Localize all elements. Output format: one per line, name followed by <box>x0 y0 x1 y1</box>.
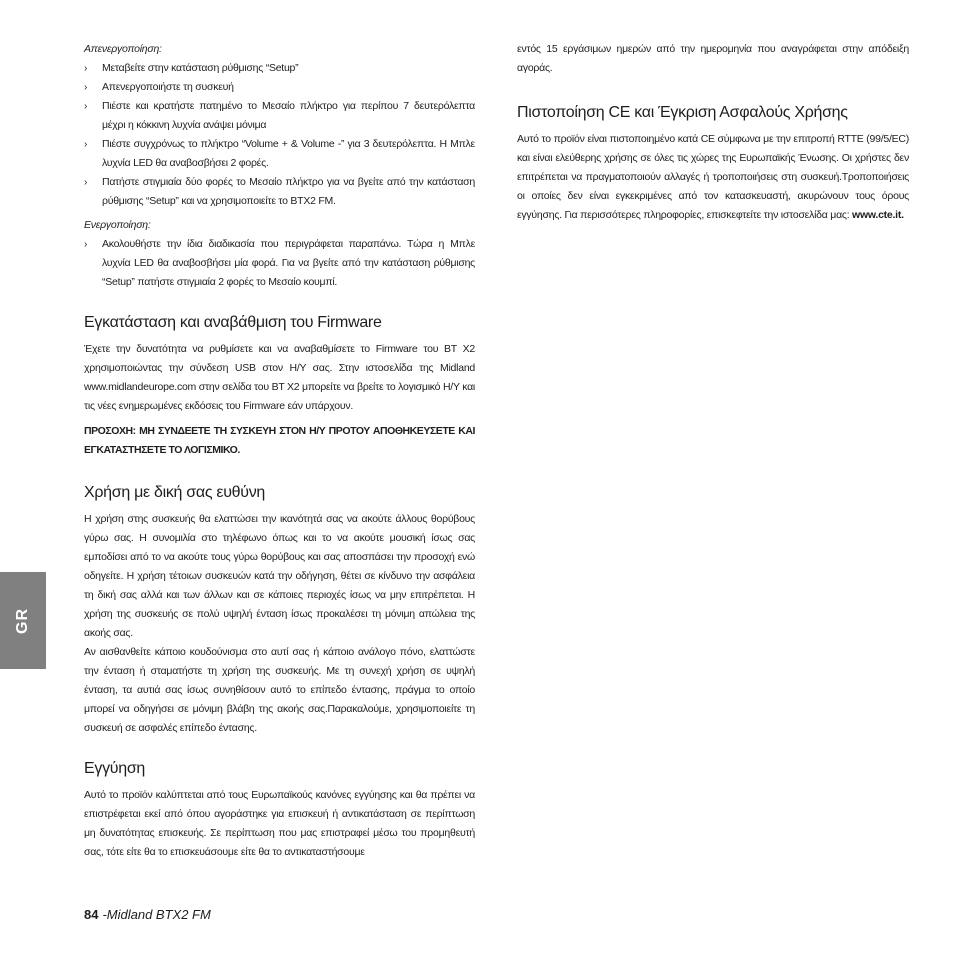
warranty-continuation: εντός 15 εργάσιμων ημερών από την ημερομηνία που αναγράφεται στην απόδειξη αγοράς. <box>517 43 909 74</box>
activate-label: Ενεργοποίηση: <box>84 219 151 231</box>
ce-body: Αυτό το προϊόν είναι πιστοποιημένο κατά CE σύμφωνα με την επιτροπή RTTE (99/5/EC) και είναι ελεύθερης χρήσης σε όλες τις χώρες της Ευρωπαϊκής Ένωσης. Οι χρήστες δεν επιτρέπεται να πραγματοποιούν αλλαγές ή τροποποιήσεις στη συσκευή.Τροποποιήσεις οι οποίες δεν είναι εγκεκριμένες από τον κατασκευαστή, ακυρώνουν τους όρους εγγύησης. Για περισσότερες πληροφορίες, επισκεφτείτε την ιστοσελίδα μας: <box>517 133 909 221</box>
warranty-heading: Εγγύηση <box>84 760 145 777</box>
ce-text <box>517 130 909 225</box>
activate-steps <box>84 235 475 292</box>
warranty-text: Αυτό το προϊόν καλύπτεται από τους Ευρωπαϊκούς κανόνες εγγύησης και θα πρέπει να επιστρέφεται εκεί από όπου αγοράστηκε για επισκευή ή αντικατάσταση σε περίπτωση μη δυνατότητας επισκευής. Σε περίπτωση που μας επιστραφεί μέσω του προμηθευτή σας, τότε είτε θα το επισκευάσουμε είτε θα το αντικαταστήσουμε <box>84 789 475 858</box>
deactivate-label: Απενεργοποίηση: <box>84 43 162 55</box>
page-footer <box>84 905 211 925</box>
firmware-heading: Εγκατάσταση και αναβάθμιση του Firmware <box>84 314 382 331</box>
list-item: › Πιέστε και κρατήστε πατημένο το Μεσαίο πλήκτρο για περίπου 7 δευτερόλεπτα μέχρι η κόκκινη λυχνία ανάψει μόνιμα <box>84 97 475 135</box>
list-item: › Μεταβείτε στην κατάσταση ρύθμισης “Setup” <box>84 59 475 78</box>
language-tab-label: GR <box>14 607 31 634</box>
page-number: 84 <box>84 907 99 922</box>
chevron-right-icon: › <box>84 82 88 93</box>
list-item: › Απενεργοποιήστε τη συσκευή <box>84 78 475 97</box>
deactivate-steps <box>84 59 475 211</box>
list-item: › Ακολουθήστε την ίδια διαδικασία που περιγράφεται παραπάνω. Τώρα η Μπλε λυχνία LED θα αναβοσβήσει μία φορά. Για να βγείτε από την κατάσταση ρύθμισης “Setup” πατήστε στιγμιαία 2 φορές το Μεσαίο κουμπί. <box>84 235 475 292</box>
ce-heading: Πιστοποίηση CE και Έγκριση Ασφαλούς Χρήσης <box>517 104 848 121</box>
right-column <box>517 40 909 225</box>
chevron-right-icon: › <box>84 239 88 250</box>
list-item: › Πατήστε στιγμιαία δύο φορές το Μεσαίο πλήκτρο για να βγείτε από την κατάσταση ρύθμισης “Setup” και να χρησιμοποιείτε το BTX2 FM. <box>84 173 475 211</box>
chevron-right-icon: › <box>84 63 88 74</box>
firmware-text: Έχετε την δυνατότητα να ρυθμίσετε και να αναβαθμίσετε το Firmware του BT X2 χρησιμοποιώντας την σύνδεση USB στον Η/Υ σας. Στην ιστοσελίδα της Midland www.midlandeurope.com στην σελίδα του BT X2 μπορείτε να βρείτε το λογισμικό Η/Υ και τις νέες ενημερωμένες εκδόσεις του Firmware εάν υπάρχουν. <box>84 343 475 412</box>
firmware-warning: ΠΡΟΣΟΧΗ: ΜΗ ΣΥΝΔΕΕΤΕ ΤΗ ΣΥΣΚΕΥΗ ΣΤΟΝ Η/Υ ΠΡΟΤΟΥ ΑΠΟΘΗΚΕΥΣΕΤΕ ΚΑΙ ΕΓΚΑΤΑΣΤΗΣΕΤΕ ΤΟ ΛΟΓΙΣΜΙΚΟ. <box>84 425 475 456</box>
language-tab <box>0 572 46 669</box>
list-item: › Πιέστε συγχρόνως το πλήκτρο “Volume + & Volume -” για 3 δευτερόλεπτα. Η Μπλε λυχνία LED θα αναβοσβήσει 2 φορές. <box>84 135 475 173</box>
left-column <box>84 40 475 862</box>
chevron-right-icon: › <box>84 139 88 150</box>
ce-website-link[interactable]: www.cte.it. <box>852 209 904 221</box>
risk-text-2: Αν αισθανθείτε κάποιο κουδούνισμα στο αυτί σας ή κάποιο ανάλογο πόνο, ελαττώστε την ένταση ή σταματήστε τη χρήση της συσκευής. Με τη συνεχή χρήση σε υψηλή ένταση, τα αυτιά σας ίσως συνηθίσουν αυτό το επίπεδο έντασης, πράγμα το οποίο μπορεί να οδηγήσει σε μόνιμη βλάβη της ακοής σας.Παρακαλούμε, χρησιμοποιείτε τη συσκευή σε ασφαλές επίπεδο έντασης. <box>84 646 475 734</box>
risk-text-1: Η χρήση στης συσκευής θα ελαττώσει την ικανότητά σας να ακούτε άλλους θορύβους γύρω σας. Η συνομιλία στο τηλέφωνο όπως και το να ακούτε μουσική ίσως σας εμποδίσει από το να ακούτε τους γύρω θορύβους και σας αποσπάσει την προσοχή ενώ οδηγείτε. Η χρήση τέτοιων συσκευών κατά την οδήγηση, θέτει σε κίνδυνο την ασφάλεια τη δική σας αλλά και των άλλων και σε κάποιες περιοχές ίσως να μην επιτρέπεται. Η χρήση της συσκευής σε πολύ υψηλή ένταση ίσως προκαλέσει τη μόνιμη απώλεια της ακοής σας. <box>84 513 475 639</box>
chevron-right-icon: › <box>84 101 88 112</box>
footer-title: -Midland BTX2 FM <box>102 907 211 922</box>
chevron-right-icon: › <box>84 177 88 188</box>
risk-heading: Χρήση με δική σας ευθύνη <box>84 484 266 501</box>
